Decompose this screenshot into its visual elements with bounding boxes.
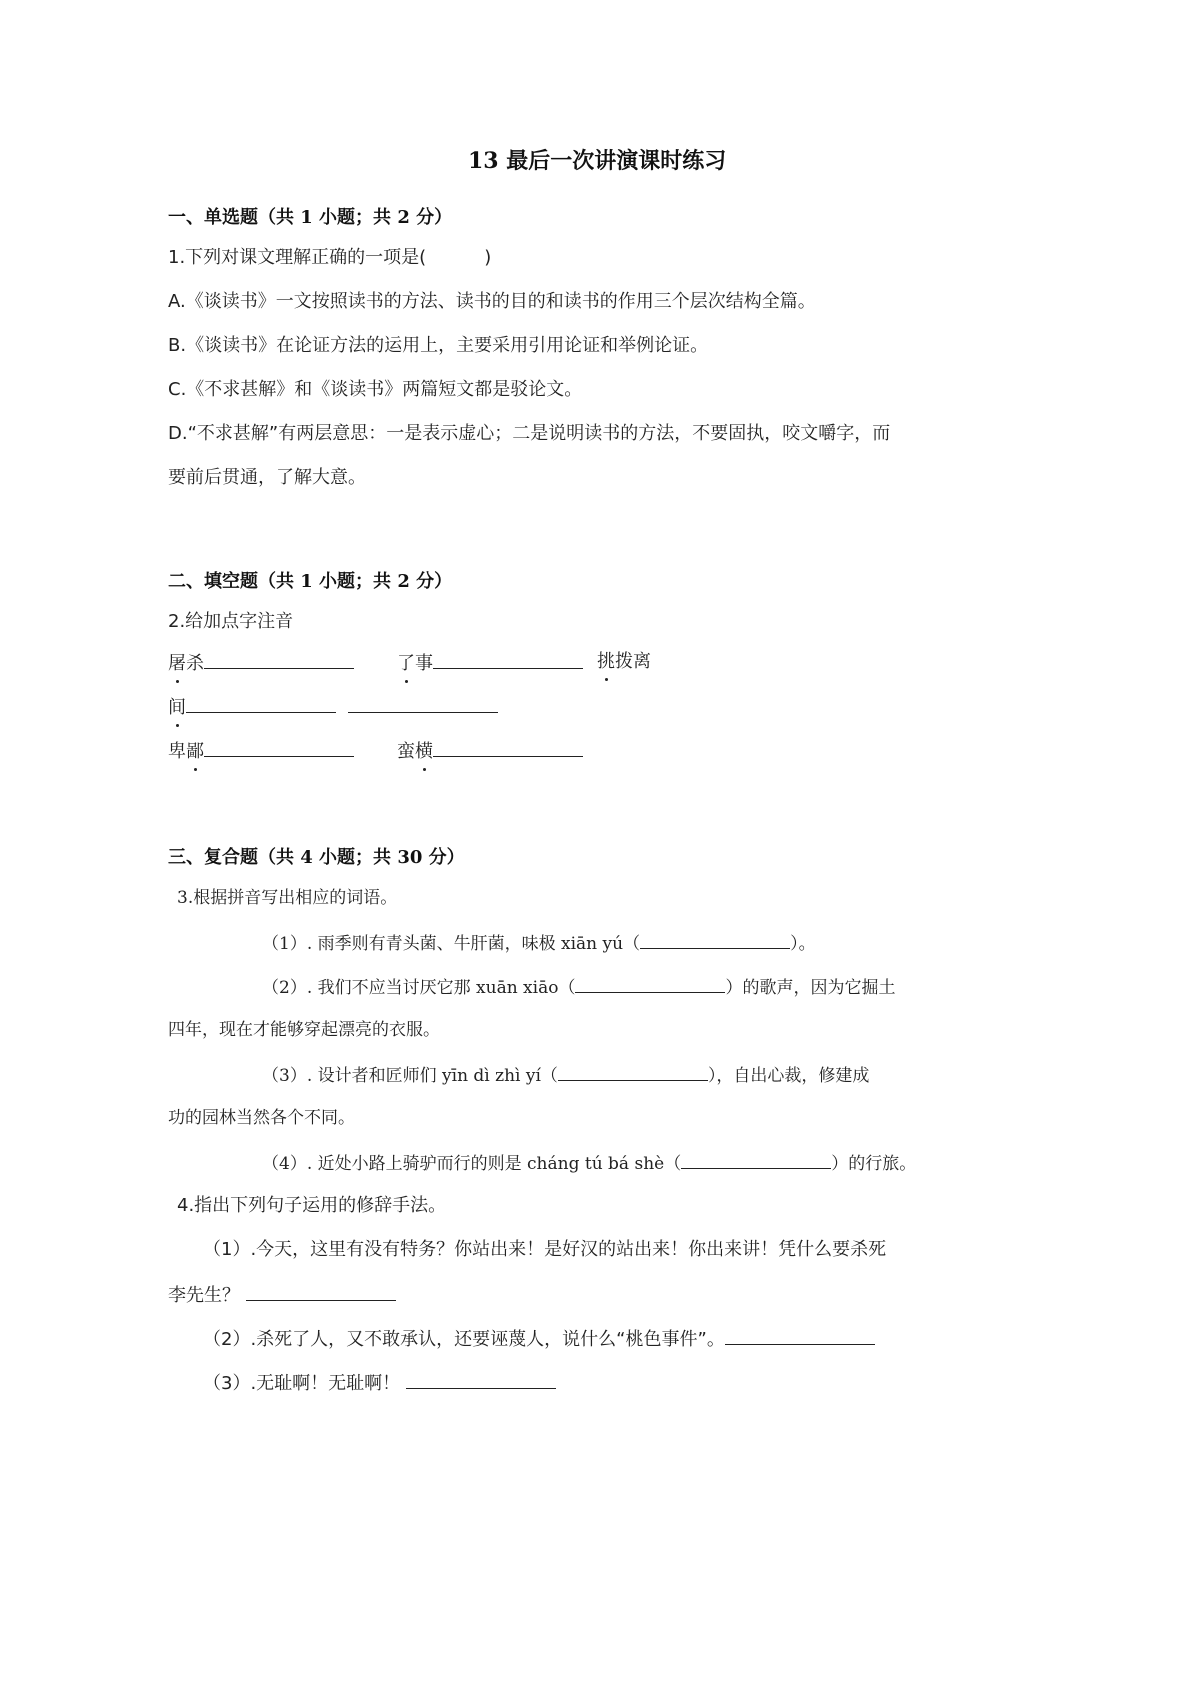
word-char: 拨离	[615, 651, 651, 672]
dotted-char: 了	[397, 653, 415, 674]
dotted-char: 屠	[168, 653, 186, 674]
dotted-char: 间	[168, 697, 186, 718]
word-char: 蛮	[397, 741, 415, 762]
dotted-char: 挑	[597, 651, 615, 672]
item-text-end: ）的歌声，因为它掘土	[725, 978, 896, 998]
question-4-item-3	[203, 1370, 556, 1396]
question-2-stem: 2.给加点字注音	[168, 611, 294, 632]
answer-blank[interactable]	[681, 1150, 831, 1169]
answer-blank[interactable]	[433, 650, 583, 669]
word-jian-continued	[168, 694, 336, 720]
item-text-end: ），自出心裁，修建成	[707, 1066, 870, 1086]
word-char: 事	[415, 653, 433, 674]
question-1-stem-close: )	[484, 247, 492, 268]
item-text: （4）. 近处小路上骑驴而行的则是 cháng tú bá shè（	[262, 1154, 682, 1174]
section-heading-single-choice: 一、单选题（共 1 小题；共 2 分）	[168, 207, 453, 228]
section-heading-composite: 三、复合题（共 4 小题；共 30 分）	[168, 847, 465, 868]
question-3-item-3	[262, 1062, 869, 1088]
question-4-stem: 4.指出下列句子运用的修辞手法。	[177, 1195, 447, 1216]
item-text: （2）. 我们不应当讨厌它那 xuān xiāo（	[262, 978, 576, 998]
item-text-end: ）的行旅。	[831, 1154, 917, 1174]
word-liaoshi	[397, 650, 583, 676]
question-3-item-4	[262, 1150, 916, 1176]
word-beibi	[168, 738, 354, 764]
item-text: （3）.无耻啊！无耻啊！	[203, 1373, 401, 1394]
item-text: （1）. 雨季则有青头菌、牛肝菌，味极 xiān yú（	[262, 934, 641, 954]
item-text: 李先生？	[168, 1285, 240, 1306]
answer-blank[interactable]	[186, 694, 336, 713]
item-text: （3）. 设计者和匠师们 yīn dì zhì yí（	[262, 1066, 558, 1086]
answer-blank[interactable]	[575, 974, 725, 993]
option-a: A.《谈读书》一文按照读书的方法、读书的目的和读书的作用三个层次结构全篇。	[168, 291, 816, 312]
question-4-item-1-cont	[168, 1282, 396, 1308]
answer-blank[interactable]	[558, 1062, 708, 1081]
question-1-stem-text: 1.下列对课文理解正确的一项是(	[168, 247, 427, 268]
option-b: B.《谈读书》在论证方法的运用上，主要采用引用论证和举例论证。	[168, 335, 709, 356]
answer-blank[interactable]	[348, 694, 498, 713]
section-heading-fill-blank: 二、填空题（共 1 小题；共 2 分）	[168, 571, 453, 592]
option-d-line-2: 要前后贯通，了解大意。	[168, 467, 366, 488]
word-tusha	[168, 650, 354, 676]
question-4-item-2	[203, 1326, 875, 1352]
answer-blank[interactable]	[406, 1370, 556, 1389]
option-d-line-1: D.“不求甚解”有两层意思：一是表示虚心；二是说明读书的方法，不要固执，咬文嚼字，而	[168, 423, 891, 444]
page-title: 13 最后一次讲演课时练习	[468, 148, 727, 174]
question-3-item-1	[262, 930, 816, 956]
item-text: （2）.杀死了人，又不敢承认，还要诬蔑人，说什么“桃色事件”。	[203, 1329, 725, 1350]
question-3-stem: 3.根据拼音写出相应的词语。	[177, 888, 398, 908]
answer-blank[interactable]	[204, 650, 354, 669]
word-extra-blank	[348, 694, 498, 720]
question-1-stem	[168, 246, 491, 270]
word-manheng	[397, 738, 583, 764]
question-4-item-1: （1）.今天，这里有没有特务？你站出来！是好汉的站出来！你出来讲！凭什么要杀死	[203, 1239, 887, 1260]
dotted-char: 横	[415, 741, 433, 762]
item-text-end: ）。	[790, 934, 816, 954]
dotted-char: 鄙	[186, 741, 204, 762]
word-char: 卑	[168, 741, 186, 762]
word-char: 杀	[186, 653, 204, 674]
question-3-item-3-cont: 功的园林当然各个不同。	[168, 1108, 355, 1128]
answer-blank[interactable]	[246, 1282, 396, 1301]
answer-blank[interactable]	[204, 738, 354, 757]
option-c: C.《不求甚解》和《谈读书》两篇短文都是驳论文。	[168, 379, 583, 400]
word-tiaobolijian	[597, 650, 651, 674]
answer-blank[interactable]	[640, 930, 790, 949]
answer-blank[interactable]	[725, 1326, 875, 1345]
question-3-item-2-cont: 四年，现在才能够穿起漂亮的衣服。	[168, 1020, 440, 1040]
answer-blank[interactable]	[433, 738, 583, 757]
question-3-item-2	[262, 974, 895, 1000]
